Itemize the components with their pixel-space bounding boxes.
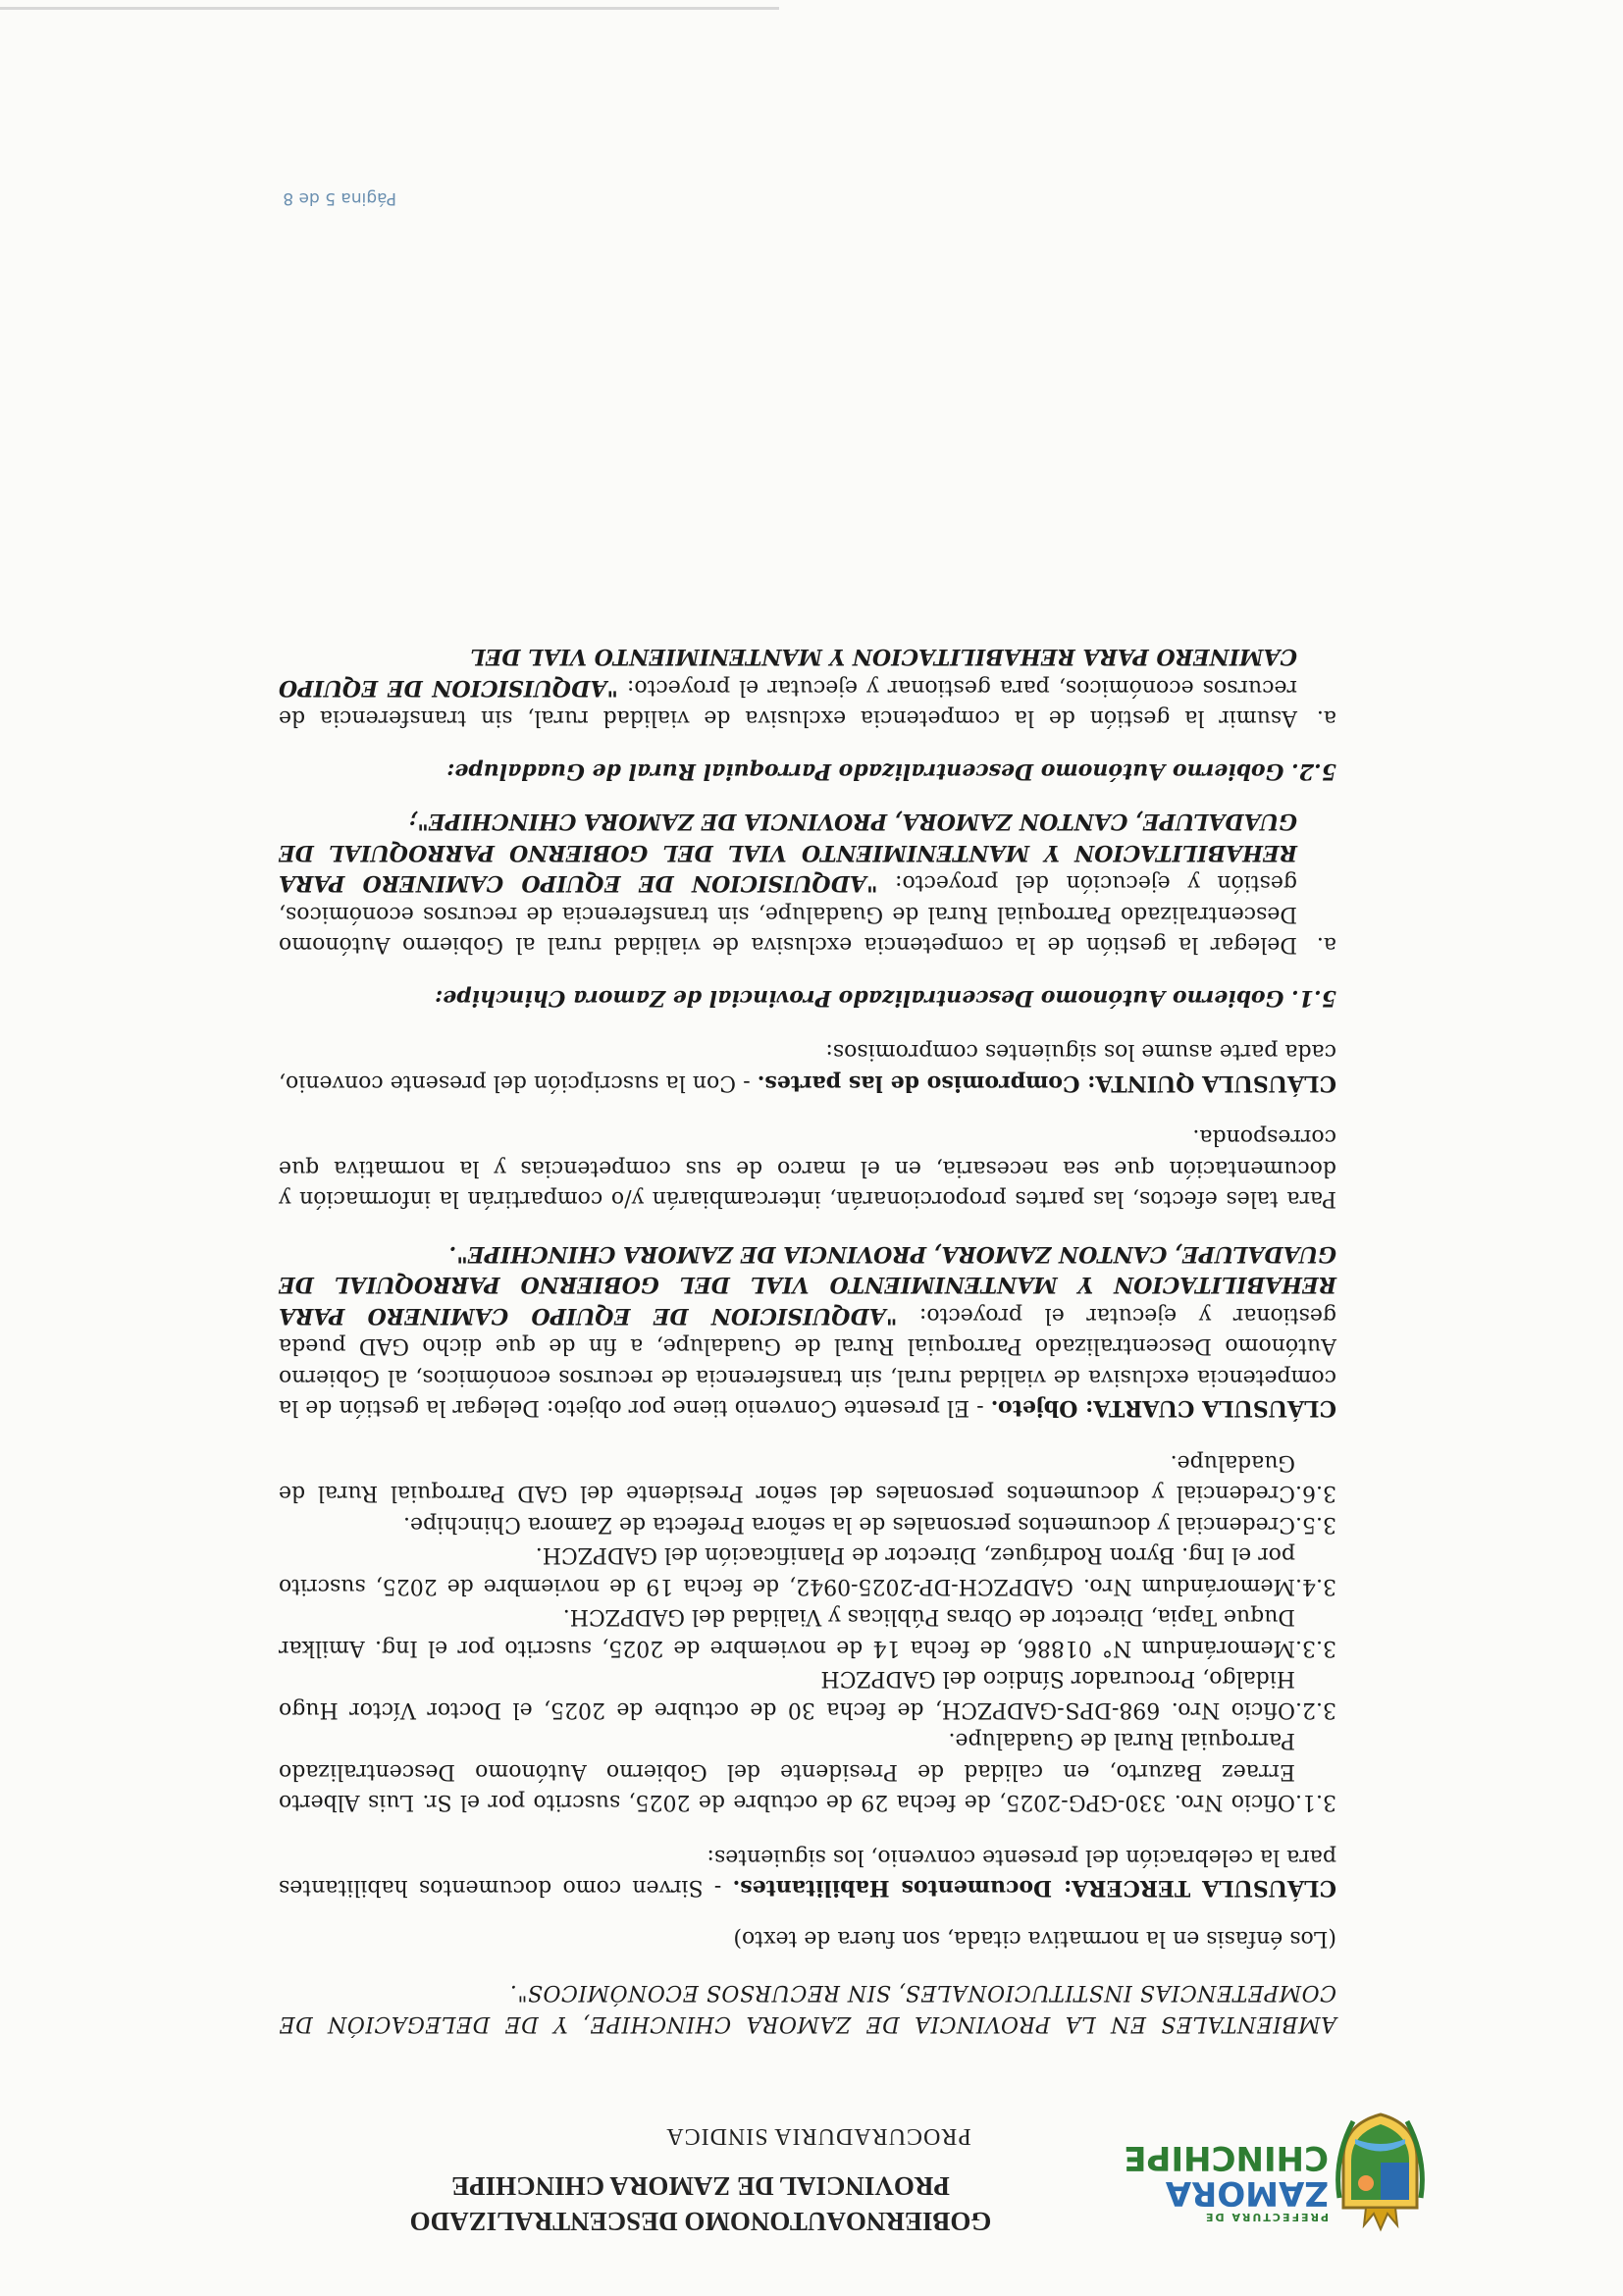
section-5-2-item-a (279, 641, 1336, 734)
section-5-2-title: 5.2. Gobierno Autónomo Descentralizado Parroquial Rural de Guadalupe: (446, 758, 1336, 784)
item-number: 3.4. (1295, 1574, 1336, 1598)
item-text: Memorándum Nro. GADPZCH-DP-2025-0942, de fecha 19 de noviembre de 2025, suscrito por el Ing. Byron Rodríguez, Director de Planificación del GADPZCH. (279, 1542, 1296, 1598)
clausula-cuarta (279, 1238, 1336, 1424)
document-body (279, 621, 1336, 2039)
organization-name (210, 2168, 1191, 2239)
logo-chinchipe: CHINCHIPE (1124, 2138, 1329, 2177)
letterhead (0, 2041, 1623, 2296)
item-number: 3.6. (1295, 1481, 1336, 1506)
section-5-1-title: 5.1. Gobierno Autónomo Descentralizado Provincial de Zamora Chinchipe: (435, 985, 1336, 1011)
item-text: Asumir la gestión de la competencia exclusiva de vialidad rural, sin transferencia de recursos económicos, para gestionar y ejecutar el proyecto: (279, 675, 1297, 731)
list-item (279, 1601, 1336, 1663)
clausula-quinta-heading: CLÁUSULA QUINTA: Compromiso de las partes. (757, 1070, 1336, 1096)
item-text: Credencial y documentos personales de la señora Prefecta de Zamora Chinchipe. (403, 1512, 1296, 1537)
org-line-1: GOBIERNOAUTONOMO DESCENTRALIZADO (409, 2207, 992, 2236)
list-item (279, 1663, 1336, 1725)
page-number: Página 5 de 8 (283, 188, 396, 208)
org-line-2: PROVINCIAL DE ZAMORA CHINCHIPE (451, 2171, 950, 2201)
clausula-quinta (279, 1036, 1336, 1098)
clausula-cuarta-project: "ADQUISICION DE EQUIPO CAMINERO PARA REHABILITACION Y MANTENIMIENTO VIAL DEL GOBIERNO PARROQUIAL DE GUADALUPE, CANTON ZAMORA, PROVINCIA DE ZAMORA CHINCHIPE". (278, 1241, 1336, 1329)
item-letter: a. (1316, 705, 1336, 731)
section-5-1-item-a (279, 806, 1336, 961)
item-project: "ADQUISICION DE EQUIPO CAMINERO PARA REHABILITACION Y MANTENIMIENTO VIAL DEL GOBIERNO PARROQUIAL DE GUADALUPE, CANTON ZAMORA, PROVINCIA DE ZAMORA CHINCHIPE"; (278, 809, 1297, 897)
clausula-cuarta-text: - El presente Convenio tiene por objeto: Delegar la gestión de la competencia exclusiva de vialidad rural, sin transferencia de recursos económicos, al Gobierno Autónomo Descentralizado Parroquial Rural de Guadalupe, a fin de que dicho GAD pueda gestionar y ejecutar el proyecto: (279, 1303, 1336, 1421)
clausula-quinta-text: - Con la suscripción del presente convenio, cada parte asume los siguientes compromisos: (279, 1039, 1336, 1095)
list-item (279, 1509, 1336, 1540)
scan-edge (0, 7, 779, 10)
habilitantes-list (279, 1447, 1336, 1818)
department-name: PROCURADURIA SINDICA (665, 2123, 971, 2149)
item-letter: a. (1316, 932, 1336, 958)
clausula-tercera-heading: CLÁUSULA TERCERA: Documentos Habilitantes. (732, 1875, 1336, 1902)
item-number: 3.2. (1295, 1697, 1336, 1722)
clausula-tercera-text: - Sirven como documentos habilitantes para la celebración del presente convenio, los siguientes: (278, 1845, 1336, 1901)
clausula-tercera (279, 1842, 1336, 1904)
item-body (279, 641, 1297, 734)
emphasis-note: (Los énfasis en la normativa citada, son fuera de texto) (733, 1926, 1336, 1951)
logo-zamora: ZAMORA (1165, 2173, 1329, 2213)
clausula-cuarta-paragraph-2: Para tales efectos, las partes proporcionarán, intercambiarán y/o compartirán la información y documentación que sea necesaria, en el marco de sus competencias y la normativa que corresponda. (279, 1124, 1336, 1212)
item-text: Oficio Nro. 330-GPG-2025, de fecha 29 de octubre de 2025, suscrito por el Sr. Luis Alberto Erraez Bazurto, en calidad de Presidente del Gobierno Autónomo Descentralizado Parroquial Rural de Guadalupe. (279, 1728, 1296, 1815)
item-text: Delegar la gestión de la competencia exclusiva de vialidad rural al Gobierno Autónomo Descentralizado Parroquial Rural de Guadalupe, sin transferencia de recursos económicos, gestión y ejecución del proyecto: (279, 870, 1297, 958)
item-text: Credencial y documentos personales del señor Presidente del GAD Parroquial Rural de Guadalupe. (279, 1450, 1296, 1506)
item-project: "ADQUISICION DE EQUIPO CAMINERO PARA REHABILITACION Y MANTENIMIENTO VIAL DEL (279, 644, 1297, 701)
logo-prefix: PREFECTURA DE (1203, 2211, 1329, 2223)
item-text: Memorándum N° 01886, de fecha 14 de noviembre de 2025, suscrito por el Ing. Amilkar Duque Tapia, Director de Obras Públicas y Vialidad del GADPZCH. (279, 1604, 1296, 1660)
item-body (279, 806, 1297, 961)
list-item (279, 1725, 1336, 1818)
item-text: Oficio Nro. 698-DPS-GADPZCH, de fecha 30 de octubre de 2025, el Doctor Víctor Hugo Hidalgo, Procurador Síndico del GADPZCH (279, 1666, 1296, 1722)
item-number: 3.5. (1295, 1512, 1336, 1537)
clausula-cuarta-heading: CLÁUSULA CUARTA: Objeto. (990, 1395, 1336, 1422)
item-number: 3.3. (1295, 1636, 1336, 1660)
item-number: 3.1. (1295, 1790, 1336, 1815)
list-item (279, 1539, 1336, 1601)
list-item (279, 1447, 1336, 1509)
intro-title: AMBIENTALES EN LA PROVINCIA DE ZAMORA CHINCHIPE, Y DE DELEGACIÓN DE COMPETENCIAS INSTITUCIONALES, SIN RECURSOS ECONÓMICOS". (279, 1980, 1336, 2036)
coat-of-arms-icon (1334, 2110, 1427, 2237)
